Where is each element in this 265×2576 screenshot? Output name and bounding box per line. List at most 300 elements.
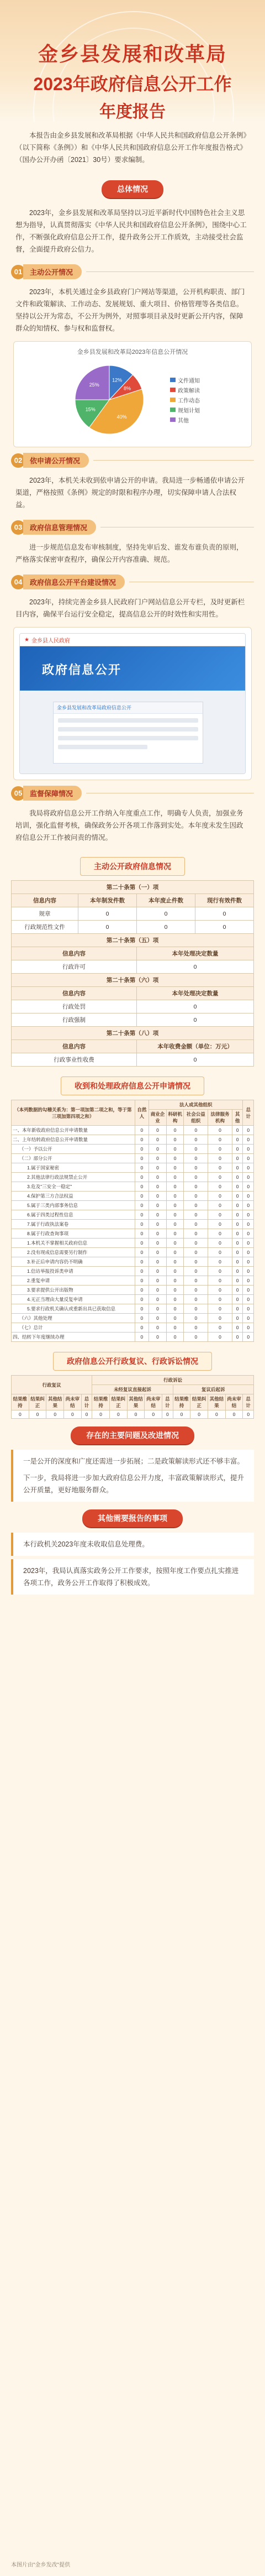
column-header: 尚未审结 (64, 1394, 82, 1410)
table-cell: 0 (184, 1192, 208, 1201)
pie-chart (65, 358, 170, 441)
table-cell: 0 (166, 1220, 184, 1229)
table-cell: 0 (184, 1135, 208, 1145)
legend-item (170, 376, 200, 384)
table-cell: 0 (184, 1286, 208, 1295)
table-cell: 0 (149, 1154, 167, 1163)
subsection-title: 主动公开情况 (23, 264, 82, 279)
table-cell: 0 (166, 1201, 184, 1210)
table-cell: 0 (208, 1248, 232, 1257)
table-cell: 0 (78, 907, 137, 921)
emblem-icon: ★ (24, 636, 29, 643)
table-cell: 0 (166, 1286, 184, 1295)
row-label: 4.保护第三方合法权益 (12, 1192, 135, 1201)
table-cell: 0 (184, 1267, 208, 1276)
legend-item (170, 396, 200, 404)
column-header: 本年处理决定数量 (137, 947, 254, 960)
table-cell: 0 (166, 1135, 184, 1145)
summary-text: 2023年，我局认真落实政务公开工作要求，按照年度工作要点扎实推进各项工作，政务公开工作取得了积极成效。 (23, 1567, 239, 1587)
table-cell: 0 (81, 1410, 92, 1419)
other-block (11, 1533, 254, 1556)
column-header: 结果纠正 (190, 1394, 208, 1410)
legend-label: 工作动态 (178, 398, 200, 404)
column-header: 其他结果 (208, 1394, 226, 1410)
table-cell: 0 (166, 1304, 184, 1314)
table-cell: 0 (184, 1248, 208, 1257)
table-cell: 行政规范性文件 (12, 921, 78, 934)
table-cell: 0 (135, 1276, 149, 1286)
table-cell: 0 (135, 1192, 149, 1201)
table-row (12, 1154, 254, 1163)
row-label: 3.补正后申请内容仍不明确 (12, 1257, 135, 1267)
table-cell: 行政事业性收费 (12, 1053, 137, 1067)
table-cell: 0 (149, 1248, 167, 1257)
table-cell: 0 (232, 1276, 243, 1286)
column-header: 复议后起诉 (173, 1385, 253, 1394)
section-overall (0, 180, 265, 198)
table-cell: 0 (184, 1276, 208, 1286)
table-cell: 0 (208, 1410, 226, 1419)
row-label: 2.没有现成信息需要另行制作 (12, 1248, 135, 1257)
column-header: 结果纠正 (110, 1394, 128, 1410)
overall-text: 2023年，金乡县发展和改革局坚持以习近平新时代中国特色社会主义思想为指导，认真贯彻落实《中华人民共和国政府信息公开条例》，围绕中心工作，不断强化政府信息公开工作，提升政务公开工作质效，主动接受社会监督，全面提升政府公信力。 (15, 209, 247, 253)
legend-swatch (170, 417, 176, 422)
table-cell: 0 (166, 1248, 184, 1257)
table-cell: 0 (135, 1257, 149, 1267)
table-cell: 0 (243, 1229, 254, 1239)
table-cell: 0 (232, 1314, 243, 1323)
table-cell: 0 (166, 1276, 184, 1286)
table-cell: 0 (243, 1126, 254, 1135)
row-label: （二）部分公开 (12, 1154, 135, 1163)
table-cell: 0 (243, 1163, 254, 1173)
table-cell: 规章 (12, 907, 78, 921)
table-cell: 0 (232, 1182, 243, 1192)
table-cell: 0 (232, 1295, 243, 1304)
legend-label: 规划计划 (178, 407, 200, 414)
table-cell: 0 (166, 1182, 184, 1192)
row-label: 5.属于三类内部事务信息 (12, 1201, 135, 1210)
table-cell: 0 (232, 1145, 243, 1154)
active-disclosure-text: 2023年，本机关通过金乡县政府门户网站等渠道，公开机构职责、部门文件和政策解读、工作动态、发展规划、重大项目、价格管理等各类信息。坚持以公开为常态，不公开为例外，对照事项目录及时更新公开内容，保障群众的知情权、参与权和监督权。 (15, 288, 245, 332)
table-cell: 0 (64, 1410, 82, 1419)
legend-label: 其他 (178, 417, 189, 424)
table-row (12, 1135, 254, 1145)
column-header: 信息内容 (12, 1040, 137, 1053)
table-cell: 0 (208, 1229, 232, 1239)
table-cell: 0 (135, 1154, 149, 1163)
table-cell: 0 (166, 1145, 184, 1154)
fee-text: 本行政机关2023年度未收取信息处理费。 (23, 1540, 149, 1548)
table-cell: 0 (149, 1210, 167, 1220)
title-line2: 2023年政府信息公开工作 (33, 74, 232, 94)
table-cell: 0 (166, 1314, 184, 1323)
divider (93, 460, 254, 461)
column-header: 行政复议 (12, 1376, 92, 1394)
subsection-title: 政府信息管理情况 (23, 520, 96, 535)
row-label: 二、上年结转政府信息公开申请数量 (12, 1135, 135, 1145)
table-row (12, 1314, 254, 1323)
table-cell: 0 (166, 1173, 184, 1182)
table-cell: 0 (232, 1304, 243, 1314)
subsection-number: 04 (11, 575, 25, 589)
table-cell: 0 (149, 1333, 167, 1342)
review-litigation-table (11, 1375, 254, 1419)
table-cell: 0 (243, 1135, 254, 1145)
table-cell: 0 (208, 1286, 232, 1295)
pie-label-0: 12% (112, 377, 123, 383)
table-cell: 0 (243, 1333, 254, 1342)
table-cell: 0 (184, 1295, 208, 1304)
table-cell: 0 (208, 1239, 232, 1248)
chart-legend (170, 374, 200, 426)
table-cell: 0 (208, 1135, 232, 1145)
table-cell: 0 (232, 1286, 243, 1295)
table-cell: 0 (208, 1304, 232, 1314)
column-header: 行政诉讼 (92, 1376, 254, 1385)
subsection-05 (11, 786, 254, 801)
table-row (12, 1323, 254, 1333)
table-cell: 0 (135, 1286, 149, 1295)
table-cell: 0 (232, 1257, 243, 1267)
subsection-number: 02 (11, 453, 25, 468)
subsection-number: 01 (11, 265, 25, 279)
table-cell: 0 (243, 1295, 254, 1304)
table-row (12, 1053, 254, 1067)
row-label: 8.属于行政查询事项 (12, 1229, 135, 1239)
table-cell: 0 (149, 1276, 167, 1286)
table-cell: 0 (137, 1000, 254, 1013)
column-header: 总计 (243, 1100, 254, 1126)
table-title: 主动公开政府信息情况 (80, 857, 185, 876)
column-header: 本年制发件数 (78, 894, 137, 907)
table-cell: 0 (232, 1210, 243, 1220)
section-title: 其他需要报告的事项 (82, 1509, 183, 1527)
legend-item (170, 416, 200, 424)
table-cell: 0 (243, 1220, 254, 1229)
table-row (12, 960, 254, 974)
table-cell: 0 (232, 1333, 243, 1342)
website-screenshot (13, 627, 252, 780)
table-cell: 0 (232, 1163, 243, 1173)
table-cell: 0 (208, 1145, 232, 1154)
table-cell: 0 (208, 1295, 232, 1304)
row-label: 6.属于四类过程性信息 (12, 1210, 135, 1220)
table1-heading (0, 857, 265, 876)
subsection-title: 依申请公开情况 (23, 453, 89, 468)
table-cell: 0 (232, 1323, 243, 1333)
row-label: 7.属于行政执法案卷 (12, 1220, 135, 1229)
table-cell: 0 (149, 1135, 167, 1145)
table-cell: 0 (184, 1239, 208, 1248)
table-cell: 0 (135, 1304, 149, 1314)
column-header: 科研机构 (166, 1110, 184, 1126)
table-cell: 0 (243, 1304, 254, 1314)
table-cell: 0 (166, 1163, 184, 1173)
section-title: 总体情况 (102, 180, 163, 198)
subsection-02 (11, 453, 254, 468)
table-cell: 0 (208, 1314, 232, 1323)
placeholder-row (58, 718, 198, 723)
row-label: 2.重复申请 (12, 1276, 135, 1286)
table-cell: 0 (232, 1220, 243, 1229)
table-cell: 0 (137, 907, 195, 921)
column-header: 结果维持 (92, 1394, 110, 1410)
table-cell: 0 (243, 1145, 254, 1154)
table-cell: 0 (184, 1257, 208, 1267)
table-caption: 第二十条第（六）项 (12, 974, 254, 987)
subsection-number: 03 (11, 520, 25, 535)
table-cell: 0 (137, 1013, 254, 1027)
table3-heading (0, 1352, 265, 1371)
subsection-title: 监督保障情况 (23, 786, 82, 801)
site-top-bar (20, 634, 245, 646)
table-cell: 0 (232, 1239, 243, 1248)
pie-label-2: 40% (116, 414, 127, 420)
active-disclosure-table (11, 880, 254, 1067)
table-cell: 0 (29, 1410, 46, 1419)
section-title: 存在的主要问题及改进情况 (71, 1427, 194, 1444)
table-cell: 0 (243, 1257, 254, 1267)
table-row (12, 1173, 254, 1182)
table-row (12, 921, 254, 934)
site-panel-title: 金乡县发展和改革局政府信息公开 (54, 702, 203, 714)
table-cell: 0 (135, 1163, 149, 1173)
table-cell: 0 (137, 1053, 254, 1067)
table-row (12, 1192, 254, 1201)
subsection-title: 政府信息公开平台建设情况 (23, 574, 125, 589)
table-cell: 0 (135, 1135, 149, 1145)
table-cell: 0 (135, 1314, 149, 1323)
table-cell: 0 (184, 1304, 208, 1314)
table-cell: 0 (135, 1182, 149, 1192)
table-row (12, 1333, 254, 1342)
table-row (12, 907, 254, 921)
column-header: 本年处理决定数量 (137, 987, 254, 1000)
table-cell: 0 (184, 1333, 208, 1342)
table-cell: 0 (166, 1229, 184, 1239)
table-cell: 0 (190, 1410, 208, 1419)
column-header: 现行有效件数 (195, 894, 253, 907)
table-row (12, 1239, 254, 1248)
table-cell: 0 (166, 1210, 184, 1220)
table-cell: 0 (184, 1229, 208, 1239)
table-row (12, 1145, 254, 1154)
table-cell: 0 (135, 1323, 149, 1333)
row-label: 1.属于国家秘密 (12, 1163, 135, 1173)
column-header: （本列数据的勾稽关系为：第一项加第二项之和，等于第三项加第四项之和） (12, 1100, 135, 1126)
table-cell: 行政许可 (12, 960, 137, 974)
table-cell: 0 (166, 1333, 184, 1342)
table-cell: 0 (243, 1239, 254, 1248)
column-header: 信息内容 (12, 947, 137, 960)
row-label: 1.本机关不掌握相关政府信息 (12, 1239, 135, 1248)
table2-heading (0, 1077, 265, 1095)
table-cell: 0 (232, 1135, 243, 1145)
table-cell: 0 (149, 1286, 167, 1295)
table-cell: 0 (110, 1410, 128, 1419)
table-row (12, 1000, 254, 1013)
table-cell: 0 (135, 1248, 149, 1257)
table-cell: 0 (149, 1163, 167, 1173)
table-cell: 0 (184, 1220, 208, 1229)
table-cell: 0 (149, 1126, 167, 1135)
table-cell: 0 (166, 1239, 184, 1248)
table-cell: 0 (232, 1267, 243, 1276)
table-cell: 0 (243, 1192, 254, 1201)
table-cell: 行政强制 (12, 1013, 137, 1027)
table-cell: 0 (208, 1220, 232, 1229)
row-label: 2.其他法律行政法规禁止公开 (12, 1173, 135, 1182)
table-cell: 0 (184, 1173, 208, 1182)
table-cell: 0 (232, 1248, 243, 1257)
column-header: 商业企业 (149, 1110, 167, 1126)
table-cell: 0 (166, 1295, 184, 1304)
column-header: 尚未审结 (145, 1394, 162, 1410)
table-cell: 0 (243, 1286, 254, 1295)
table-cell: 0 (166, 1126, 184, 1135)
column-header: 总计 (243, 1394, 254, 1410)
table-row (12, 1201, 254, 1210)
table-cell: 0 (243, 1182, 254, 1192)
table-cell: 0 (149, 1173, 167, 1182)
column-header: 结果纠正 (29, 1394, 46, 1410)
column-header: 尚未审结 (225, 1394, 243, 1410)
table-row (12, 1276, 254, 1286)
section-other (0, 1509, 265, 1527)
table-cell: 0 (135, 1126, 149, 1135)
row-label: （七）总计 (12, 1323, 135, 1333)
table-cell: 0 (145, 1410, 162, 1419)
table-cell: 0 (243, 1410, 254, 1419)
row-label: 一、本年新收政府信息公开申请数量 (12, 1126, 135, 1135)
table-cell: 0 (149, 1314, 167, 1323)
table-cell: 0 (243, 1314, 254, 1323)
subsection-04 (11, 574, 254, 589)
problems-text: 一是公开的深度和广度还需进一步拓展；二是政策解读形式还不够丰富。 (23, 1457, 245, 1465)
site-banner-title: 政府信息公开 (42, 663, 122, 677)
subsection-03 (11, 520, 254, 535)
table-cell: 0 (243, 1323, 254, 1333)
legend-swatch (170, 407, 176, 412)
table-cell: 0 (243, 1276, 254, 1286)
table-cell: 0 (135, 1239, 149, 1248)
column-header: 未经复议直接起诉 (92, 1385, 173, 1394)
table-title: 收到和处理政府信息公开申请情况 (61, 1077, 204, 1095)
table-cell: 0 (149, 1323, 167, 1333)
table-row (12, 1182, 254, 1192)
table-cell: 0 (208, 1182, 232, 1192)
table-cell: 0 (208, 1163, 232, 1173)
table-cell: 0 (166, 1192, 184, 1201)
table-cell: 0 (208, 1173, 232, 1182)
table-cell: 0 (243, 1248, 254, 1257)
table-title: 政府信息公开行政复议、行政诉讼情况 (53, 1352, 212, 1371)
table-cell: 0 (232, 1201, 243, 1210)
table-cell: 0 (135, 1210, 149, 1220)
table-row (12, 1248, 254, 1257)
table-cell: 0 (166, 1323, 184, 1333)
table-row (12, 1210, 254, 1220)
application-handling-table (11, 1100, 254, 1342)
improvement-text: 下一步，我局将进一步加大政府信息公开力度，丰富政策解读形式，提升公开质量，更好地服务群众。 (23, 1474, 245, 1494)
table-cell: 0 (243, 1154, 254, 1163)
table-cell: 0 (195, 921, 253, 934)
table-cell: 0 (208, 1257, 232, 1267)
row-label: 1.信访举报投诉类申请 (12, 1267, 135, 1276)
row-label: （六）其他处理 (12, 1314, 135, 1323)
table-cell: 0 (78, 921, 137, 934)
table-row (12, 1410, 254, 1419)
table-cell: 0 (173, 1410, 190, 1419)
table-cell: 0 (149, 1192, 167, 1201)
table-cell: 0 (232, 1173, 243, 1182)
table-cell: 0 (184, 1126, 208, 1135)
table-cell: 0 (137, 960, 254, 974)
table-row (12, 1163, 254, 1173)
table-row (12, 1267, 254, 1276)
table-cell: 0 (12, 1410, 29, 1419)
column-header: 信息内容 (12, 987, 137, 1000)
table-cell: 0 (208, 1210, 232, 1220)
site-name: 金乡县人民政府 (31, 638, 70, 644)
table-cell: 0 (184, 1210, 208, 1220)
placeholder-row (58, 727, 198, 731)
title-line3: 年度报告 (99, 103, 166, 121)
column-header: 本年废止件数 (137, 894, 195, 907)
table-row (12, 1229, 254, 1239)
table-cell: 0 (166, 1267, 184, 1276)
table-cell: 0 (162, 1410, 173, 1419)
platform-text: 2023年，持续完善金乡县人民政府门户网站信息公开专栏，及时更新栏目内容，确保平台运行安全稳定，提高信息公开的时效性和实用性。 (15, 598, 245, 618)
placeholder-row (58, 745, 147, 749)
placeholder-row (58, 736, 198, 740)
table-row (12, 1286, 254, 1295)
table-cell: 0 (166, 1154, 184, 1163)
table-cell: 0 (243, 1173, 254, 1182)
column-header: 自然人 (135, 1100, 149, 1126)
legend-label: 文件通知 (178, 378, 200, 384)
table-cell: 0 (208, 1276, 232, 1286)
table-cell: 0 (92, 1410, 110, 1419)
table-cell: 0 (208, 1267, 232, 1276)
row-label: 四、结转下年度继续办理 (12, 1333, 135, 1342)
table-cell: 0 (184, 1201, 208, 1210)
table-cell: 0 (243, 1210, 254, 1220)
table-cell: 0 (184, 1323, 208, 1333)
table-cell: 0 (149, 1239, 167, 1248)
table-cell: 0 (137, 921, 195, 934)
table-cell: 0 (149, 1229, 167, 1239)
table-cell: 0 (208, 1201, 232, 1210)
problems-block (11, 1450, 254, 1502)
table-cell: 0 (225, 1410, 243, 1419)
table-cell: 0 (135, 1229, 149, 1239)
legend-swatch (170, 388, 176, 392)
chart-title: 金乡县发展和改革局2023年信息公开情况 (77, 349, 188, 356)
table-cell: 0 (135, 1267, 149, 1276)
application-text: 2023年，本机关未收到依申请公开的申请。我局进一步畅通依申请公开渠道，严格按照《条例》规定的时限和程序办理，切实保障申请人合法权益。 (15, 477, 245, 509)
table-caption: 第二十条第（一）项 (12, 881, 254, 894)
table-caption: 第二十条第（五）项 (12, 934, 254, 947)
intro-text: 本报告由金乡县发展和改革局根据《中华人民共和国政府信息公开条例》（以下简称《条例》）和《中华人民共和国政府信息公开工作年度报告格式》（国办公开办函〔2021〕30号）要求编制。 (15, 132, 247, 164)
row-label: 3.危及"三安全一稳定" (12, 1182, 135, 1192)
table-cell: 0 (184, 1163, 208, 1173)
subsection-01 (11, 264, 254, 279)
table-cell: 0 (184, 1154, 208, 1163)
column-header: 法人或其他组织 (149, 1100, 243, 1110)
row-label: 3.要求提供公开出版物 (12, 1286, 135, 1295)
